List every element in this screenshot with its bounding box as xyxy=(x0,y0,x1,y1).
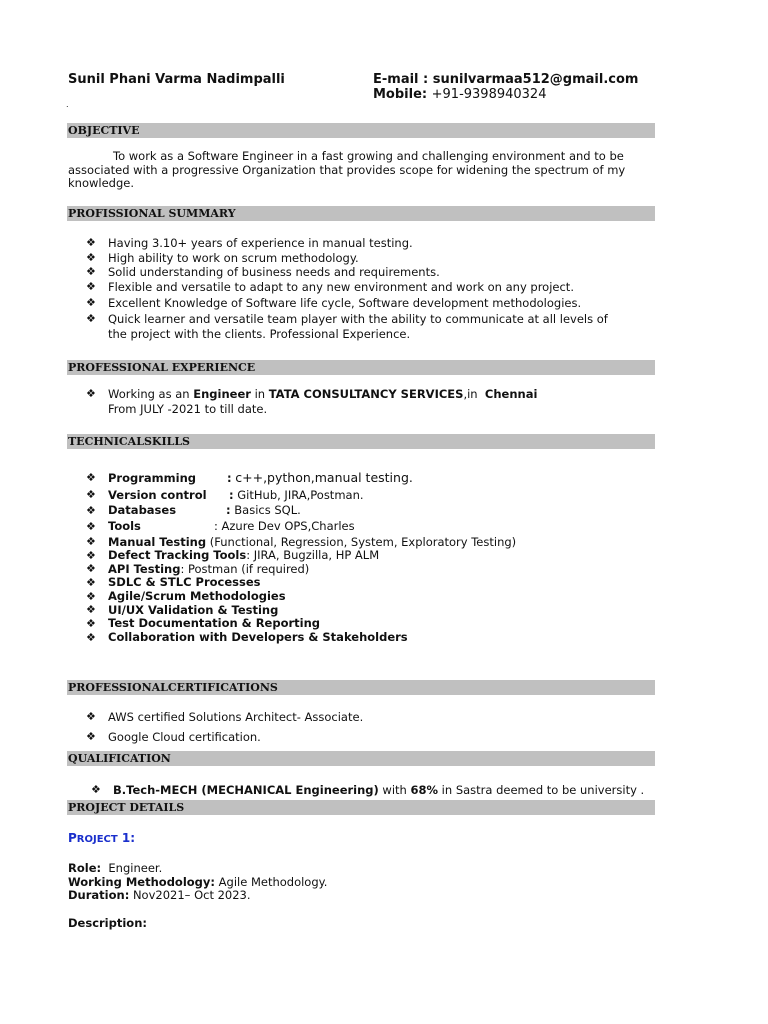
skill-label: Databases xyxy=(108,503,177,517)
summary-item: Having 3.10+ years of experience in manual testing. xyxy=(108,236,413,250)
skill-sdlc: SDLC & STLC Processes xyxy=(108,575,261,589)
duration-value: Nov2021– Oct 2023. xyxy=(129,888,251,902)
skill-value: (Functional, Regression, System, Exploratory Testing) xyxy=(206,535,517,549)
bullet-icon: ❖ xyxy=(86,549,96,562)
contact-block xyxy=(373,72,638,102)
skill-value: Basics SQL. xyxy=(234,503,301,517)
project-heading: PROJECT DETAILS xyxy=(67,800,655,815)
summary-item: High ability to work on scrum methodology. xyxy=(108,251,359,265)
bullet-icon: ❖ xyxy=(86,312,96,325)
certification-item: Google Cloud certification. xyxy=(108,730,261,744)
qualification-heading: QUALIFICATION xyxy=(67,751,655,766)
skill-value: : JIRA, Bugzilla, HP ALM xyxy=(246,548,380,562)
candidate-name: Sunil Phani Varma Nadimpalli xyxy=(68,72,285,87)
bullet-icon: ❖ xyxy=(91,783,101,796)
experience-mid: in xyxy=(250,387,269,401)
skill-documentation: Test Documentation & Reporting xyxy=(108,616,321,630)
degree-percent: 68% xyxy=(410,783,439,797)
bullet-icon: ❖ xyxy=(86,471,96,484)
bullet-icon: ❖ xyxy=(86,265,96,278)
bullet-icon: ❖ xyxy=(86,387,96,400)
skill-version-control xyxy=(108,488,648,503)
skill-label: Version control xyxy=(108,488,207,502)
skill-label: Programming xyxy=(108,471,196,485)
project-role xyxy=(68,862,628,876)
methodology-value: Agile Methodology. xyxy=(215,875,328,889)
bullet-icon: ❖ xyxy=(86,631,96,644)
degree-name: B.Tech-MECH (MECHANICAL Engineering) xyxy=(113,783,379,797)
job-role: Engineer xyxy=(193,387,251,401)
project-title-number: 1: xyxy=(117,831,136,845)
skill-programming xyxy=(108,470,648,486)
skill-value: : Postman (if required) xyxy=(180,562,310,576)
summary-item: Quick learner and versatile team player with the ability to communicate at all levels of the project with the clients. Professional Experience. xyxy=(108,312,608,341)
bullet-icon: ❖ xyxy=(86,576,96,589)
project-title-initial: P xyxy=(68,831,77,845)
skill-value: GitHub, JIRA,Postman. xyxy=(237,488,364,502)
email-label: E-mail : xyxy=(373,72,433,87)
stray-dot: . xyxy=(66,100,69,109)
summary-item: Flexible and versatile to adapt to any new environment and work on any project. xyxy=(108,280,574,294)
skill-value: : Azure Dev OPS,Charles xyxy=(214,519,355,533)
certifications-heading: PROFESSIONALCERTIFICATIONS xyxy=(67,680,655,695)
mobile-label: Mobile: xyxy=(373,87,432,102)
skill-colon: : xyxy=(226,503,231,517)
skill-label: Defect Tracking Tools xyxy=(108,548,247,562)
bullet-icon: ❖ xyxy=(86,504,96,517)
project-duration xyxy=(68,889,628,903)
skills-heading: TECHNICALSKILLS xyxy=(67,434,655,449)
qualification-with: with xyxy=(378,783,411,797)
summary-item: Excellent Knowledge of Software life cycle, Software development methodologies. xyxy=(108,296,582,310)
company-name: TATA CONSULTANCY SERVICES xyxy=(268,387,464,401)
job-period: From JULY -2021 to till date. xyxy=(108,402,268,416)
qualification-rest: in Sastra deemed to be university . xyxy=(438,783,645,797)
job-city: Chennai xyxy=(484,387,538,401)
bullet-icon: ❖ xyxy=(86,520,96,533)
description-label: Description: xyxy=(68,916,147,930)
objective-text: To work as a Software Engineer in a fast growing and challenging environment and to be associated with a progressive Organization that provides scope for widening the spectrum of my knowledge. xyxy=(68,149,626,190)
role-label: Role: xyxy=(68,861,102,875)
skill-defect-tracking xyxy=(108,548,648,563)
certification-item: AWS certified Solutions Architect- Associate. xyxy=(108,710,364,724)
email-address: sunilvarmaa512@gmail.com xyxy=(432,72,639,87)
bullet-icon: ❖ xyxy=(86,617,96,630)
skill-colon: : xyxy=(227,471,232,485)
project-title-rest: ROJECT xyxy=(76,834,118,845)
bullet-icon: ❖ xyxy=(86,251,96,264)
bullet-icon: ❖ xyxy=(86,590,96,603)
skill-label: API Testing xyxy=(108,562,181,576)
skill-value: c++,python,manual testing. xyxy=(235,470,413,485)
skill-colon: : xyxy=(229,488,234,502)
skill-collaboration: Collaboration with Developers & Stakeholders xyxy=(108,630,408,644)
skill-label: Manual Testing xyxy=(108,535,207,549)
project-title xyxy=(68,831,135,845)
bullet-icon: ❖ xyxy=(86,236,96,249)
summary-heading: PROFISSIONAL SUMMARY xyxy=(67,206,655,221)
experience-heading: PROFESSIONAL EXPERIENCE xyxy=(67,360,655,375)
experience-sep: ,in xyxy=(463,387,485,401)
bullet-icon: ❖ xyxy=(86,296,96,309)
experience-item xyxy=(108,387,648,417)
objective-heading: OBJECTIVE xyxy=(67,123,655,138)
bullet-icon: ❖ xyxy=(86,488,96,501)
skill-agile: Agile/Scrum Methodologies xyxy=(108,589,286,603)
duration-label: Duration: xyxy=(68,888,130,902)
skill-uiux: UI/UX Validation & Testing xyxy=(108,603,279,617)
skill-databases xyxy=(108,503,648,518)
bullet-icon: ❖ xyxy=(86,280,96,293)
bullet-icon: ❖ xyxy=(86,562,96,575)
bullet-icon: ❖ xyxy=(86,603,96,616)
mobile-number: +91-9398940324 xyxy=(431,87,547,102)
skill-label: Tools xyxy=(108,519,141,533)
bullet-icon: ❖ xyxy=(86,710,96,723)
experience-pre: Working as an xyxy=(108,387,194,401)
bullet-icon: ❖ xyxy=(86,730,96,743)
bullet-icon: ❖ xyxy=(86,535,96,548)
summary-item: Solid understanding of business needs and requirements. xyxy=(108,265,440,279)
qualification-item xyxy=(113,783,653,798)
skill-tools xyxy=(108,519,648,534)
role-value: Engineer. xyxy=(101,861,163,875)
methodology-label: Working Methodology: xyxy=(68,875,215,889)
